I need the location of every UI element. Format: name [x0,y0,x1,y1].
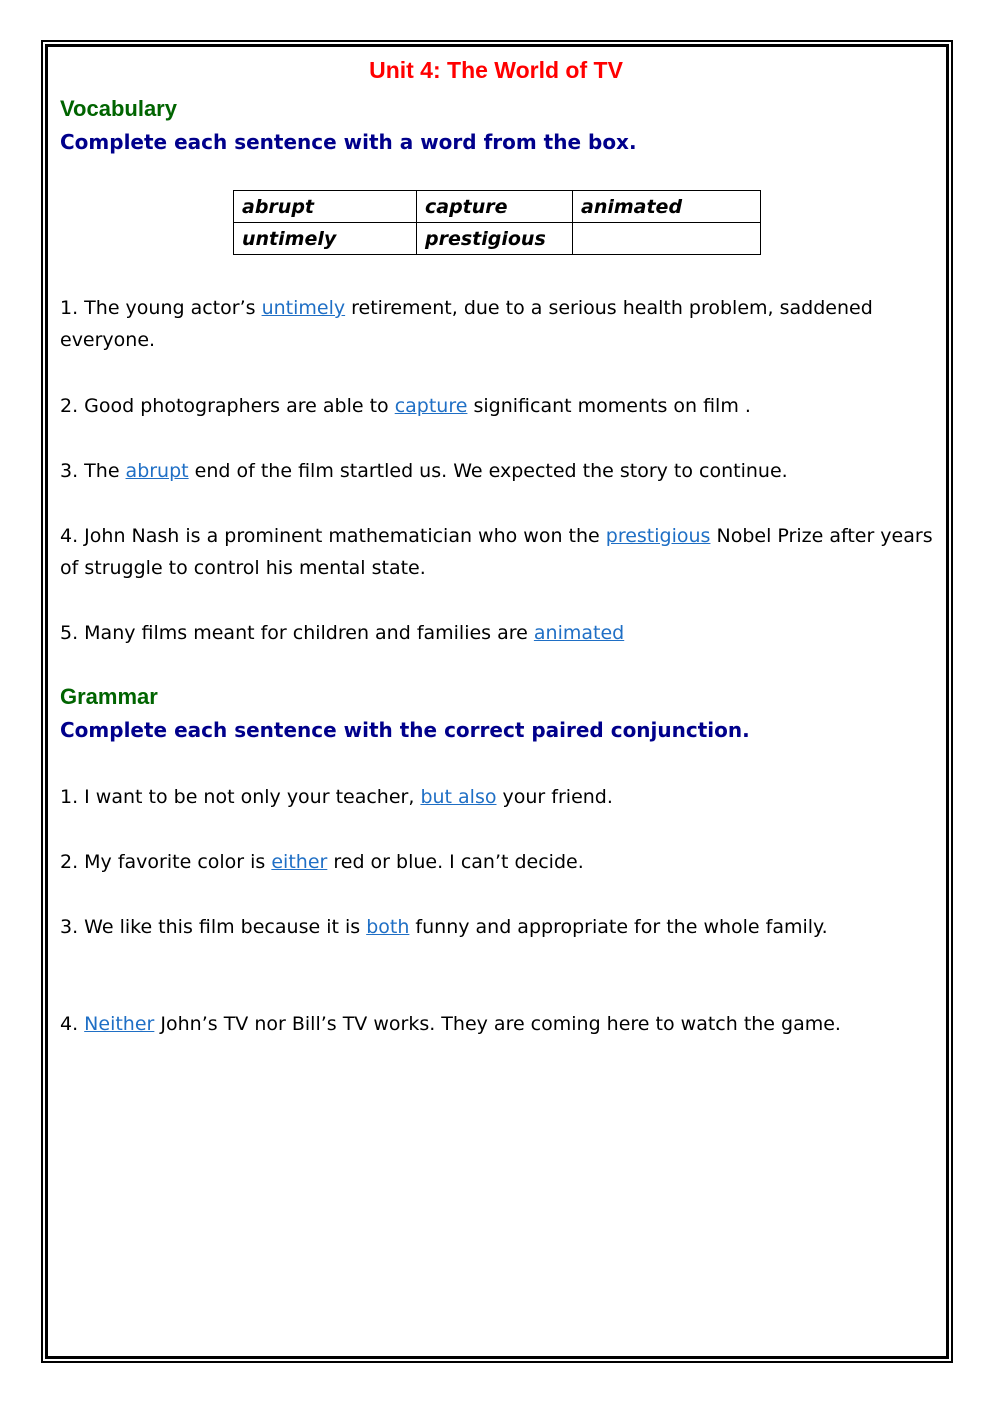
word-box-cell: abrupt [234,191,417,223]
word-box-cell: capture [417,191,573,223]
answer-word: capture [394,395,468,417]
answer-word: both [366,916,410,938]
grammar-instruction: Complete each sentence with the correct paired conjunction. [60,718,750,742]
word-box-cell: untimely [234,223,417,255]
grammar-sentence-3: 3. We like this film because it is both funny and appropriate for the whole family. [60,916,828,938]
vocabulary-instruction: Complete each sentence with a word from the box. [60,130,637,154]
vocabulary-sentence-2: 2. Good photographers are able to capture significant moments on film . [60,395,751,417]
vocabulary-heading: Vocabulary [60,96,177,121]
word-box-cell: animated [573,191,761,223]
answer-word: untimely [261,297,346,319]
answer-word: Neither [84,1013,155,1035]
answer-word: but also [420,786,497,808]
answer-word: abrupt [125,460,189,482]
grammar-sentence-2: 2. My favorite color is either red or blue. I can’t decide. [60,851,584,873]
page-title: Unit 4: The World of TV [369,57,623,83]
vocabulary-sentence-5: 5. Many films meant for children and families are animated [60,622,625,644]
answer-word: animated [533,622,625,644]
word-box [233,190,761,255]
word-box-row [234,223,761,255]
grammar-sentence-1: 1. I want to be not only your teacher, but also your friend. [60,786,613,808]
vocabulary-sentence-3: 3. The abrupt end of the film startled us. We expected the story to continue. [60,460,788,482]
grammar-sentence-4: 4. Neither John’s TV nor Bill’s TV works. They are coming here to watch the game. [60,1013,841,1035]
word-box-cell [573,223,761,255]
answer-word: either [271,851,328,873]
answer-word: prestigious [605,525,711,547]
word-box-cell: prestigious [417,223,573,255]
word-box-row [234,191,761,223]
vocabulary-sentence-4: 4. John Nash is a prominent mathematician who won the prestigious Nobel Prize after years of struggle to control his mental state. [60,525,933,579]
grammar-heading: Grammar [60,684,158,709]
vocabulary-sentence-1: 1. The young actor’s untimely retirement, due to a serious health problem, saddened everyone. [60,297,873,351]
